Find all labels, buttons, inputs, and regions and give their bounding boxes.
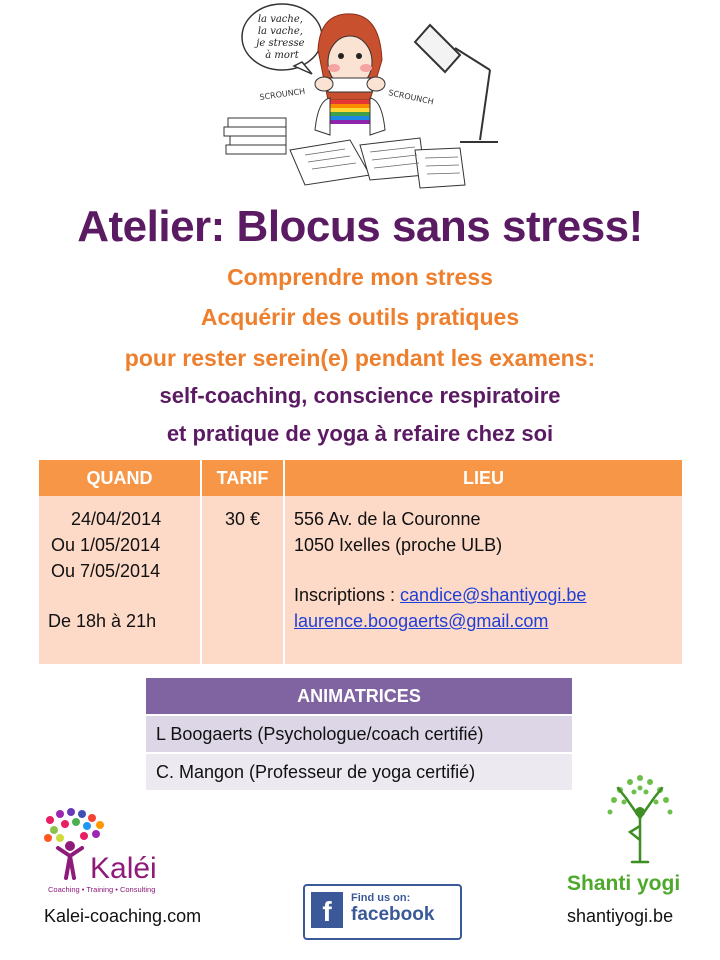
subtitle-line-1: Comprendre mon stress — [227, 264, 493, 290]
scrounch-right: SCROUNCH — [387, 88, 435, 107]
subtitle-line-2: Acquérir des outils pratiques — [200, 304, 520, 330]
bubble-line-3: je stresse — [256, 38, 305, 49]
facilitators-table — [146, 678, 572, 790]
kalei-dots-icon — [44, 808, 104, 842]
facebook-small-text: Find us on: — [351, 892, 411, 904]
date-2: Ou 1/05/2014 — [51, 535, 161, 555]
kalei-figure-icon — [58, 848, 82, 878]
detail-line-2: et pratique de yoga à refaire chez soi — [166, 421, 554, 446]
header-price: TARIF — [201, 460, 284, 496]
price: 30 € — [224, 509, 261, 529]
kalei-tagline: Coaching • Training • Consulting — [48, 885, 156, 894]
shanti-yogi-tree-icon — [600, 770, 680, 868]
price-cell — [201, 496, 284, 664]
kalei-site-link[interactable]: Kalei-coaching.com — [44, 906, 202, 926]
shanti-yogi-name: Shanti yogi — [567, 872, 681, 895]
facebook-icon: f — [311, 892, 343, 928]
email-link-candice[interactable]: candice@shantiyogi.be — [400, 585, 587, 605]
facebook-big-text: facebook — [351, 904, 435, 925]
subtitle-line-3: pour rester serein(e) pendant les examens: — [124, 345, 596, 371]
header-place: LIEU — [284, 460, 683, 496]
facebook-badge[interactable] — [303, 884, 462, 940]
scrounch-left: SCROUNCH — [259, 86, 306, 102]
schedule-table — [37, 460, 684, 664]
address-line-1: 556 Av. de la Couronne — [294, 509, 481, 529]
shanti-site-link[interactable]: shantiyogi.be — [567, 906, 674, 926]
address-line-2: 1050 Ixelles (proche ULB) — [294, 535, 503, 555]
bubble-line-1: la vache, — [257, 14, 303, 25]
kalei-logo-text: Kaléi — [90, 852, 157, 885]
bubble-line-2: la vache, — [257, 26, 303, 37]
stressed-student-illustration — [220, 0, 510, 195]
page-title: Atelier: Blocus sans stress! — [77, 202, 643, 251]
date-1: 24/04/2014 — [71, 509, 162, 529]
bubble-line-4: à mort — [265, 50, 299, 61]
registration-label: Inscriptions : — [294, 585, 401, 605]
email-link-laurence[interactable]: laurence.boogaerts@gmail.com — [294, 611, 549, 631]
place-cell — [284, 496, 683, 664]
kalei-logo — [40, 808, 190, 896]
facilitator-row: C. Mangon (Professeur de yoga certifié) — [146, 753, 572, 790]
facilitators-header: ANIMATRICES — [146, 678, 572, 715]
header-when: QUAND — [38, 460, 201, 496]
date-3: Ou 7/05/2014 — [51, 561, 161, 581]
detail-line-1: self-coaching, conscience respiratoire — [159, 383, 561, 408]
hours: De 18h à 21h — [48, 611, 157, 631]
facilitator-row: L Boogaerts (Psychologue/coach certifié) — [146, 715, 572, 753]
when-cell — [38, 496, 201, 664]
